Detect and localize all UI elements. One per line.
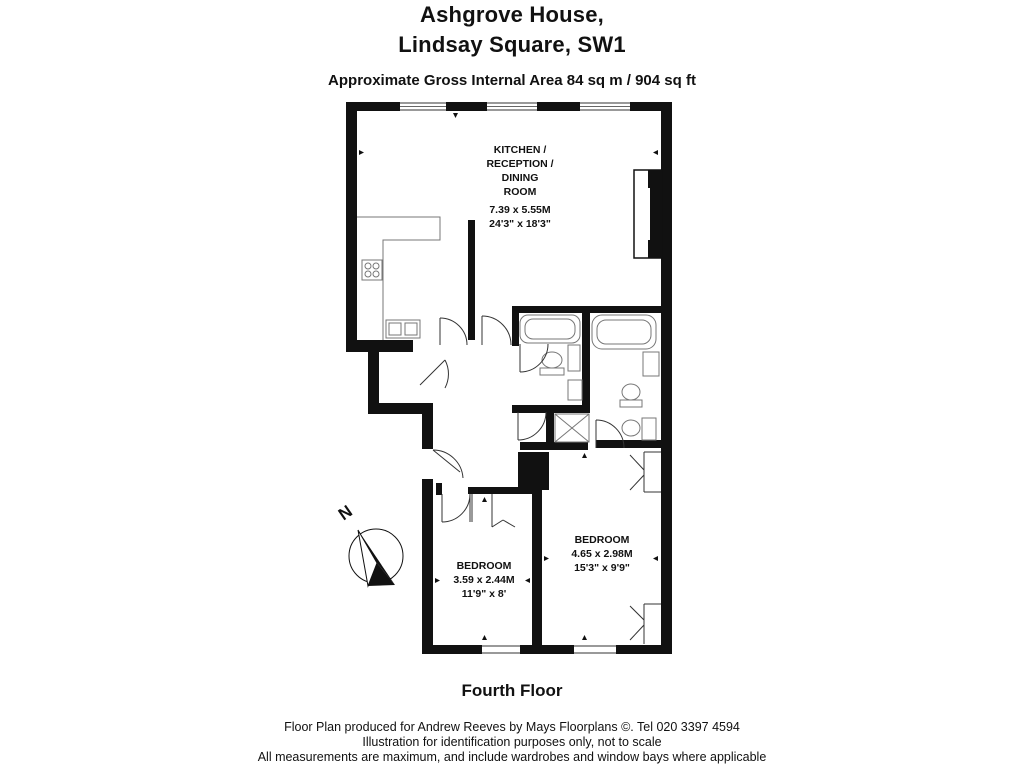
footer-disclaimer: Illustration for identification purposes only, not to scale	[362, 735, 662, 749]
footer-credit: Floor Plan produced for Andrew Reeves by Mays Floorplans ©. Tel 020 3397 4594	[284, 720, 740, 734]
bedroom-small-dimensions-imperial: 11'9" x 8'	[461, 588, 507, 600]
window-bottom-2	[574, 644, 616, 655]
kitchen-dimensions-metric: 7.39 x 5.55M	[489, 204, 551, 216]
footer-measurement-note: All measurements are maximum, and include wardrobes and window bays where applicable	[257, 750, 767, 764]
bedroom-large-dimensions-imperial: 15'3" x 9'9"	[574, 562, 630, 574]
bedroom-large-label	[571, 534, 633, 574]
kitchen-dimensions-imperial: 24'3" x 18'3"	[489, 218, 551, 230]
compass-icon	[335, 502, 403, 586]
bedroom-small-label	[453, 560, 515, 600]
kitchen-name-line1: KITCHEN /	[493, 144, 547, 156]
kitchen-units	[357, 217, 440, 340]
kitchen-name-line3: DINING	[501, 172, 539, 184]
bedroom-small-dimensions-metric: 3.59 x 2.44M	[453, 574, 515, 586]
bedroom-large-name: BEDROOM	[574, 534, 630, 546]
bedroom-small-name: BEDROOM	[456, 560, 512, 572]
gross-internal-area: Approximate Gross Internal Area 84 sq m / 904 sq ft	[328, 72, 696, 89]
property-title-line1: Ashgrove House,	[420, 2, 604, 27]
kitchen-name-line4: ROOM	[503, 186, 537, 198]
chimney-breast	[634, 170, 662, 258]
window-top-3	[580, 101, 630, 112]
window-top-2	[487, 101, 537, 112]
bedroom-large-dimensions-metric: 4.65 x 2.98M	[571, 548, 633, 560]
window-top-1	[400, 101, 446, 112]
kitchen-name-line2: RECEPTION /	[486, 158, 554, 170]
property-title-line2: Lindsay Square, SW1	[398, 32, 626, 57]
compass-north-letter: N	[334, 501, 356, 525]
window-bottom-1	[482, 644, 520, 655]
kitchen-reception-label	[486, 144, 553, 230]
floor-level-label: Fourth Floor	[461, 681, 563, 700]
